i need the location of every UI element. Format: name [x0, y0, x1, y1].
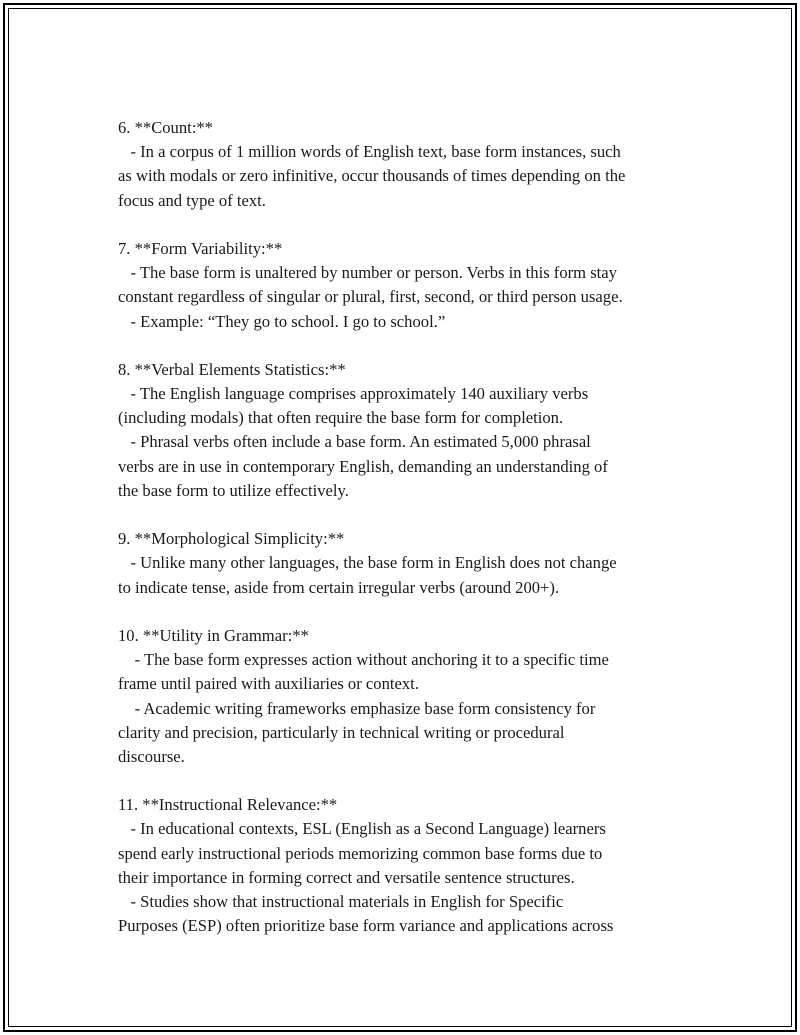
section-instructional-relevance — [118, 793, 698, 938]
section-line: Purposes (ESP) often prioritize base form variance and applications across — [118, 916, 614, 936]
document-body — [118, 116, 698, 938]
section-morphological-simplicity — [118, 527, 698, 600]
section-line: - In a corpus of 1 million words of English text, base form instances, such — [118, 142, 621, 162]
section-verbal-elements-statistics — [118, 358, 698, 503]
section-line: verbs are in use in contemporary English, demanding an understanding of — [118, 456, 608, 476]
section-line: focus and type of text. — [118, 190, 266, 210]
section-heading: 8. **Verbal Elements Statistics:** — [118, 359, 346, 379]
section-line: - Unlike many other languages, the base form in English does not change — [118, 553, 617, 573]
section-line: to indicate tense, aside from certain irregular verbs (around 200+). — [118, 577, 560, 597]
section-line: constant regardless of singular or plural, first, second, or third person usage. — [118, 287, 623, 307]
section-line: - Academic writing frameworks emphasize base form consistency for — [118, 698, 596, 718]
section-line: - The base form expresses action without anchoring it to a specific time — [118, 650, 609, 670]
paragraph-gap — [118, 600, 698, 624]
section-heading: 9. **Morphological Simplicity:** — [118, 529, 345, 549]
section-line: - The English language comprises approximately 140 auxiliary verbs — [118, 384, 589, 404]
paragraph-gap — [118, 769, 698, 793]
section-line: (including modals) that often require the base form for completion. — [118, 408, 564, 428]
section-line: discourse. — [118, 746, 185, 766]
section-line: clarity and precision, particularly in technical writing or procedural — [118, 722, 565, 742]
section-line: - Example: “They go to school. I go to school.” — [118, 311, 446, 331]
section-line: - In educational contexts, ESL (English as a Second Language) learners — [118, 819, 606, 839]
paragraph-gap — [118, 503, 698, 527]
section-line: - Studies show that instructional materials in English for Specific — [118, 892, 564, 911]
section-count — [118, 116, 698, 213]
section-line: the base form to utilize effectively. — [118, 480, 349, 500]
section-heading: 7. **Form Variability:** — [118, 238, 283, 258]
section-line: - The base form is unaltered by number or person. Verbs in this form stay — [118, 263, 617, 283]
section-utility-in-grammar — [118, 624, 698, 769]
paragraph-gap — [118, 213, 698, 237]
section-line: frame until paired with auxiliaries or context. — [118, 674, 419, 694]
section-heading: 6. **Count:** — [118, 118, 213, 137]
section-heading: 11. **Instructional Relevance:** — [118, 795, 338, 815]
section-line: spend early instructional periods memorizing common base forms due to — [118, 843, 603, 863]
section-form-variability — [118, 237, 698, 334]
section-line: as with modals or zero infinitive, occur thousands of times depending on the — [118, 166, 626, 186]
section-line: - Phrasal verbs often include a base form. An estimated 5,000 phrasal — [118, 432, 591, 452]
section-heading: 10. **Utility in Grammar:** — [118, 625, 309, 645]
section-line: their importance in forming correct and versatile sentence structures. — [118, 867, 575, 887]
paragraph-gap — [118, 334, 698, 358]
